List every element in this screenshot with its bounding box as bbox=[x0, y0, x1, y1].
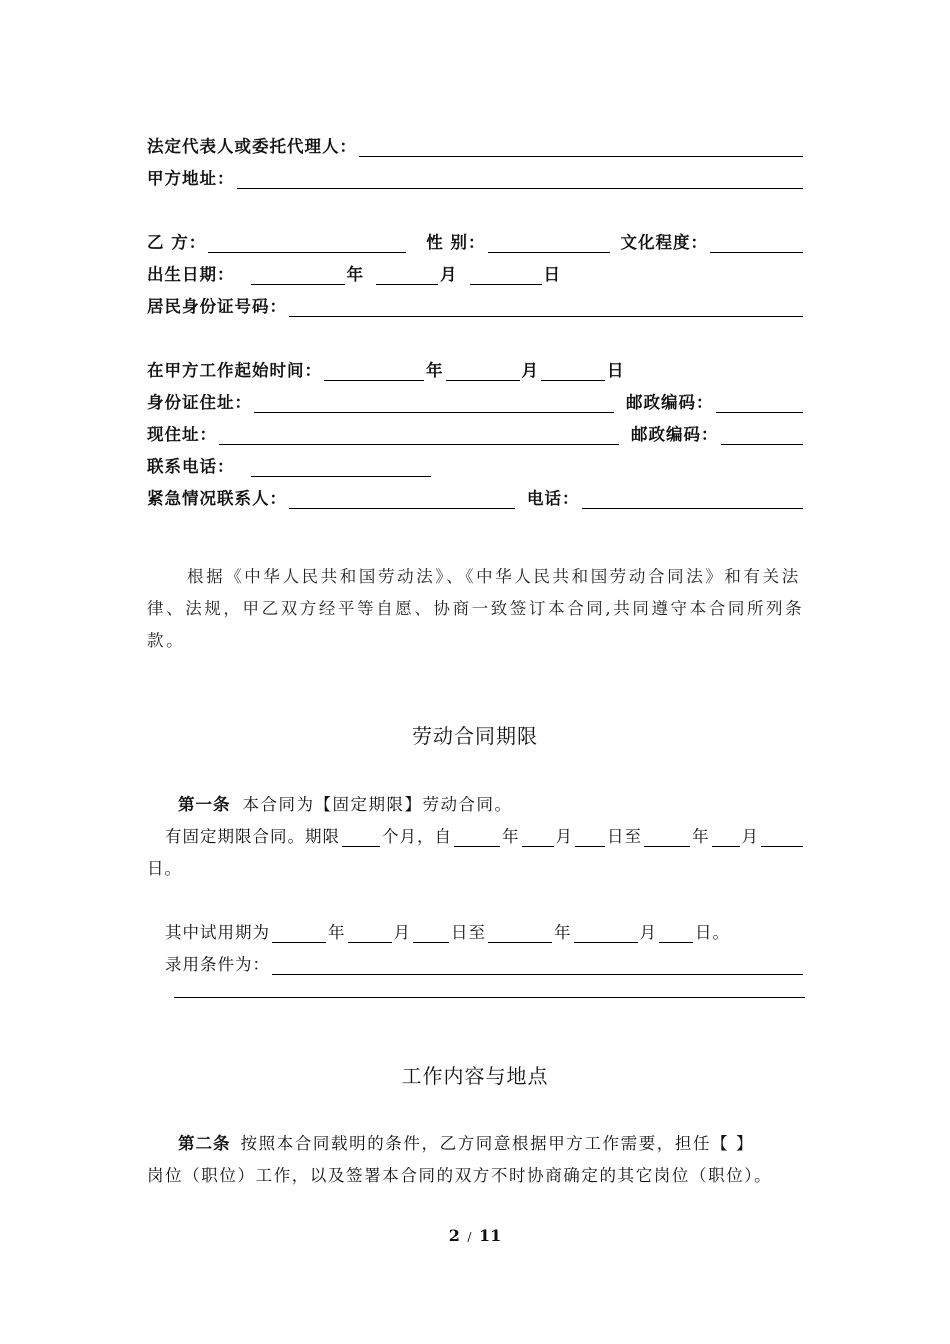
id-number-label: 居民身份证号码： bbox=[147, 297, 287, 316]
probation-end-day-blank[interactable] bbox=[659, 922, 693, 943]
preamble-paragraph: 根据《中华人民共和国劳动法》、《中华人民共和国劳动合同法》和有关法律、法规，甲乙双方经平等自愿、协商一致签订本合同,共同遵守本合同所列条款。 bbox=[147, 567, 805, 650]
term-months-text: 个月，自 bbox=[382, 827, 452, 846]
birth-month-blank[interactable] bbox=[376, 264, 438, 285]
phone-blank[interactable] bbox=[251, 456, 431, 477]
probation-start-year-blank[interactable] bbox=[272, 922, 326, 943]
probation-start-day-blank[interactable] bbox=[413, 922, 449, 943]
probation-day-to: 日至 bbox=[451, 923, 486, 942]
term-start-year-blank[interactable] bbox=[454, 826, 500, 847]
term-end-line bbox=[147, 847, 247, 879]
current-address-line bbox=[147, 413, 805, 445]
hire-conditions-blank-2[interactable] bbox=[174, 977, 805, 998]
section-title-contract-term: 劳动合同期限 bbox=[412, 724, 538, 748]
emergency-contact-line bbox=[147, 477, 805, 509]
id-address-label: 身份证住址： bbox=[147, 393, 252, 412]
phone-line bbox=[147, 445, 805, 477]
current-address-blank[interactable] bbox=[219, 424, 619, 445]
article-2-text-1: 按照本合同载明的条件，乙方同意根据甲方工作需要，担任【 】 bbox=[240, 1134, 755, 1153]
term-end-year-unit: 年 bbox=[692, 827, 710, 846]
probation-end-month-unit: 月 bbox=[639, 923, 657, 942]
party-b-name-line bbox=[147, 221, 805, 253]
probation-line bbox=[165, 911, 805, 943]
birth-month-unit: 月 bbox=[440, 265, 458, 284]
representative-label: 法定代表人或委托代理人： bbox=[147, 137, 357, 156]
page-number bbox=[0, 1226, 950, 1245]
id-address-blank[interactable] bbox=[254, 392, 614, 413]
id-number-blank[interactable] bbox=[289, 296, 803, 317]
education-label: 文化程度： bbox=[620, 233, 708, 252]
fixed-term-line bbox=[165, 815, 805, 847]
fixed-term-prefix: 有固定期限合同。期限 bbox=[165, 827, 340, 846]
birth-day-blank[interactable] bbox=[470, 264, 542, 285]
article-2-line-2 bbox=[147, 1154, 817, 1186]
term-start-month-blank[interactable] bbox=[522, 826, 554, 847]
start-month-blank[interactable] bbox=[446, 360, 520, 381]
party-b-name-blank[interactable] bbox=[208, 232, 406, 253]
probation-start-year-unit: 年 bbox=[328, 923, 346, 942]
emergency-tel-blank[interactable] bbox=[582, 488, 804, 509]
party-a-representative-line bbox=[147, 125, 805, 157]
article-2-line-1 bbox=[178, 1122, 808, 1154]
term-end-day-unit: 日。 bbox=[147, 859, 182, 878]
postcode-label: 邮政编码： bbox=[626, 393, 714, 412]
start-month-unit: 月 bbox=[521, 361, 539, 380]
article-1-label: 第一条 bbox=[178, 795, 231, 814]
emergency-tel-label: 电话： bbox=[527, 489, 580, 508]
start-day-blank[interactable] bbox=[541, 360, 605, 381]
emergency-contact-blank[interactable] bbox=[289, 488, 515, 509]
birth-day-unit: 日 bbox=[543, 265, 561, 284]
start-date-label: 在甲方工作起始时间： bbox=[147, 361, 322, 380]
postcode-blank-2[interactable] bbox=[721, 424, 804, 445]
hire-conditions-label: 录用条件为： bbox=[165, 955, 270, 974]
birth-year-unit: 年 bbox=[346, 265, 364, 284]
start-year-blank[interactable] bbox=[324, 360, 424, 381]
term-day-to: 日至 bbox=[607, 827, 642, 846]
hire-conditions-line-2 bbox=[174, 966, 805, 998]
term-end-day-blank[interactable] bbox=[761, 826, 803, 847]
probation-start-month-blank[interactable] bbox=[348, 922, 392, 943]
term-end-month-blank[interactable] bbox=[712, 826, 740, 847]
id-address-line bbox=[147, 381, 805, 413]
probation-end-year-blank[interactable] bbox=[488, 922, 552, 943]
representative-blank[interactable] bbox=[359, 136, 803, 157]
postcode-label-2: 邮政编码： bbox=[631, 425, 719, 444]
gender-label: 性 别： bbox=[426, 233, 486, 252]
party-a-address-line bbox=[147, 157, 805, 189]
start-date-line bbox=[147, 349, 805, 381]
term-end-month-unit: 月 bbox=[741, 827, 759, 846]
current-page: 2 bbox=[448, 1226, 460, 1245]
birth-year-blank[interactable] bbox=[251, 264, 345, 285]
term-end-year-blank[interactable] bbox=[644, 826, 690, 847]
current-address-label: 现住址： bbox=[147, 425, 217, 444]
start-year-unit: 年 bbox=[426, 361, 444, 380]
term-start-month-unit: 月 bbox=[555, 827, 573, 846]
term-months-blank[interactable] bbox=[342, 826, 380, 847]
start-day-unit: 日 bbox=[607, 361, 625, 380]
postcode-blank[interactable] bbox=[716, 392, 804, 413]
party-b-name-label: 乙 方： bbox=[147, 233, 207, 252]
article-1-line bbox=[178, 783, 798, 815]
term-start-year-unit: 年 bbox=[502, 827, 520, 846]
birth-date-line bbox=[147, 253, 805, 285]
party-a-address-label: 甲方地址： bbox=[147, 169, 235, 188]
probation-start-month-unit: 月 bbox=[393, 923, 411, 942]
section-title-work-content: 工作内容与地点 bbox=[401, 1064, 549, 1088]
article-1-text: 本合同为【固定期限】劳动合同。 bbox=[242, 795, 513, 814]
education-blank[interactable] bbox=[710, 232, 803, 253]
birth-date-label: 出生日期： bbox=[147, 265, 235, 284]
gender-blank[interactable] bbox=[488, 232, 610, 253]
probation-end-month-blank[interactable] bbox=[574, 922, 638, 943]
phone-label: 联系电话： bbox=[147, 457, 235, 476]
page-separator: / bbox=[467, 1230, 472, 1244]
party-a-address-blank[interactable] bbox=[237, 168, 804, 189]
article-2-text-2: 岗位（职位）工作，以及签署本合同的双方不时协商确定的其它岗位（职位）。 bbox=[147, 1166, 773, 1185]
term-start-day-blank[interactable] bbox=[575, 826, 605, 847]
probation-prefix: 其中试用期为 bbox=[165, 923, 270, 942]
article-2-label: 第二条 bbox=[178, 1134, 231, 1153]
probation-end-year-unit: 年 bbox=[554, 923, 572, 942]
emergency-contact-label: 紧急情况联系人： bbox=[147, 489, 287, 508]
id-number-line bbox=[147, 285, 805, 317]
total-pages: 11 bbox=[479, 1226, 502, 1245]
probation-end: 日。 bbox=[695, 923, 730, 942]
